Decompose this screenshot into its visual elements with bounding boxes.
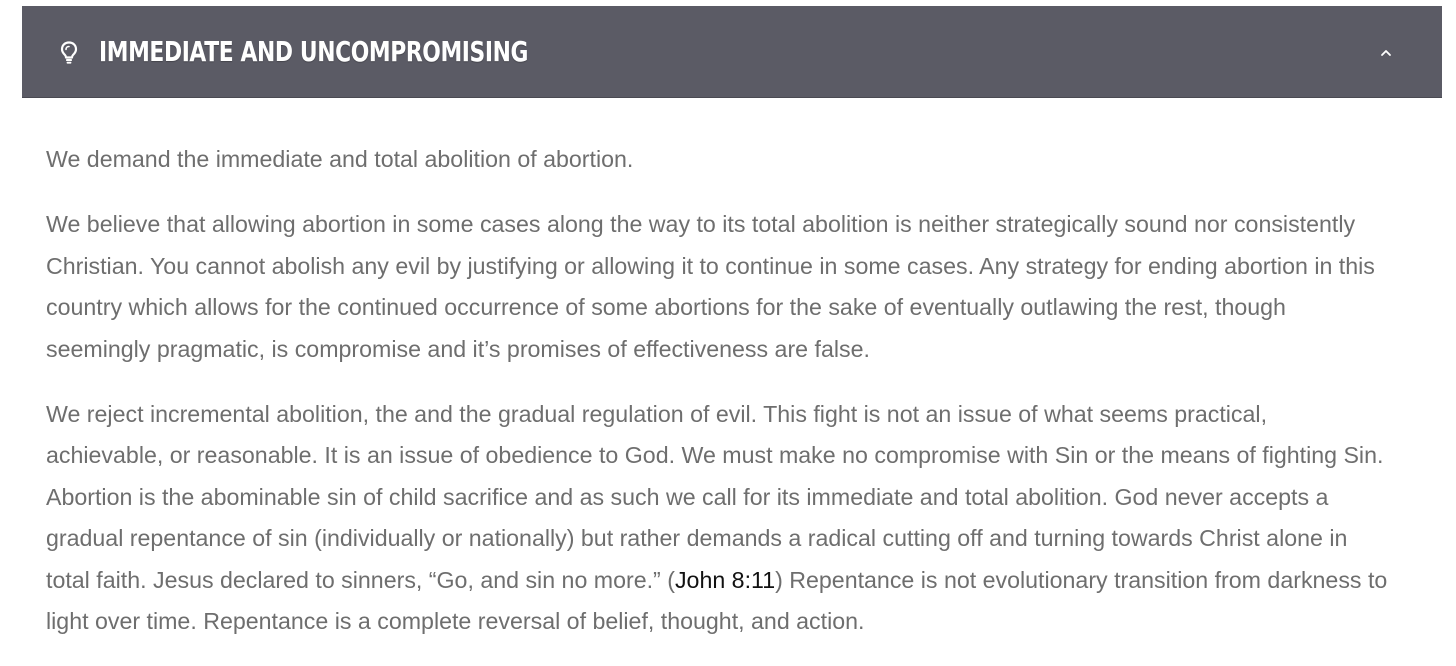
text-line: country which allows for the continued occurrence of some abortions for the sake of eventually outlawing the rest, though [46, 294, 1286, 320]
text-line: gradual repentance of sin (individually or nationally) but rather demands a radical cutting off and turning towards Christ alone in [46, 525, 1348, 551]
text-line: light over time. Repentance is a complete reversal of belief, thought, and action. [46, 608, 865, 634]
text-line: achievable, or reasonable. It is an issue of obedience to God. We must make no compromise with Sin or the means of fighting Sin. [46, 442, 1384, 468]
text-line: We believe that allowing abortion in some cases along the way to its total abolition is neither strategically sound nor consistently [46, 211, 1356, 237]
accordion-body [46, 139, 1431, 666]
paragraph-rejection [46, 394, 1431, 643]
text-line: Christian. You cannot abolish any evil by justifying or allowing it to continue in some cases. Any strategy for ending abortion in this [46, 252, 1375, 279]
paragraph-belief [46, 204, 1431, 370]
text-line: seemingly pragmatic, is compromise and it’s promises of effectiveness are false. [46, 335, 870, 362]
text-line [46, 560, 1431, 602]
lightbulb-icon [60, 41, 78, 65]
text-segment: total faith. Jesus declared to sinners, “Go, and sin no more.” ( [46, 566, 675, 593]
text-line: We reject incremental abolition, the and the gradual regulation of evil. This fight is not an issue of what seems practical, [46, 400, 1268, 427]
text-segment: ) Repentance is not evolutionary transition from darkness to [775, 566, 1388, 593]
paragraph-demand [46, 139, 1431, 181]
accordion-title: IMMEDIATE AND UNCOMPROMISING [99, 35, 529, 68]
chevron-up-icon[interactable] [1379, 47, 1393, 59]
text-line: Abortion is the abominable sin of child sacrifice and as such we call for its immediate and total abolition. God never accepts a [46, 483, 1329, 510]
accordion-header[interactable] [22, 6, 1442, 98]
scripture-reference-link[interactable]: John 8:11 [674, 566, 776, 593]
text-line: We demand the immediate and total abolition of abortion. [46, 146, 634, 172]
